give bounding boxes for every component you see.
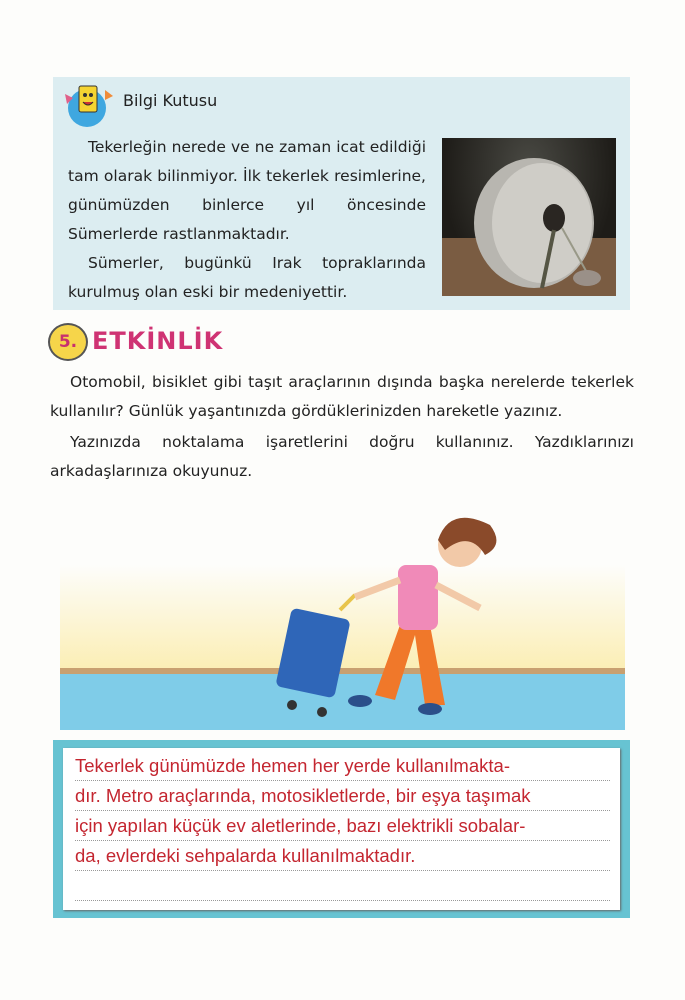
activity-instructions: [50, 368, 634, 488]
boy-with-suitcase-illustration: [0, 505, 685, 735]
info-box-text: [68, 133, 426, 307]
stone-wheel-photo: [442, 138, 616, 296]
activity-number-badge: 5.: [48, 323, 88, 361]
info-box: [53, 77, 630, 310]
answer-line: Tekerlek günümüzde hemen her yerde kullanılmakta-: [75, 752, 610, 781]
answer-line: için yapılan küçük ev aletlerinde, bazı elektrikli sobalar-: [75, 812, 610, 841]
answer-writing-area[interactable]: [63, 748, 620, 910]
answer-line: dır. Metro araçlarında, motosikletlerde, bir eşya taşımak: [75, 782, 610, 811]
answer-box: [53, 740, 630, 918]
activity-paragraph: Otomobil, bisiklet gibi taşıt araçlarının dışında başka nerelerde tekerlek kullanılır? Günlük yaşantınızda gördüklerinizden hareketle yazınız.: [50, 373, 634, 420]
info-box-title: Bilgi Kutusu: [123, 91, 218, 110]
info-paragraph: Sümerler, bugünkü Irak topraklarında kurulmuş olan eski bir medeniyettir.: [68, 254, 426, 301]
book-mascot-icon: [61, 80, 117, 128]
activity-paragraph: Yazınızda noktalama işaretlerini doğru kullanınız. Yazdıklarınızı arkadaşlarınıza okuyunuz.: [50, 433, 634, 480]
answer-line-empty[interactable]: [75, 872, 610, 901]
answer-line: da, evlerdeki sehpalarda kullanılmaktadır.: [75, 842, 610, 871]
info-paragraph: Tekerleğin nerede ve ne zaman icat edildiği tam olarak bilinmiyor. İlk tekerlek resimlerine, günümüzden binlerce yıl öncesinde Sümerlerde rastlanmaktadır.: [68, 138, 426, 243]
activity-title: ETKİNLİK: [92, 327, 224, 355]
